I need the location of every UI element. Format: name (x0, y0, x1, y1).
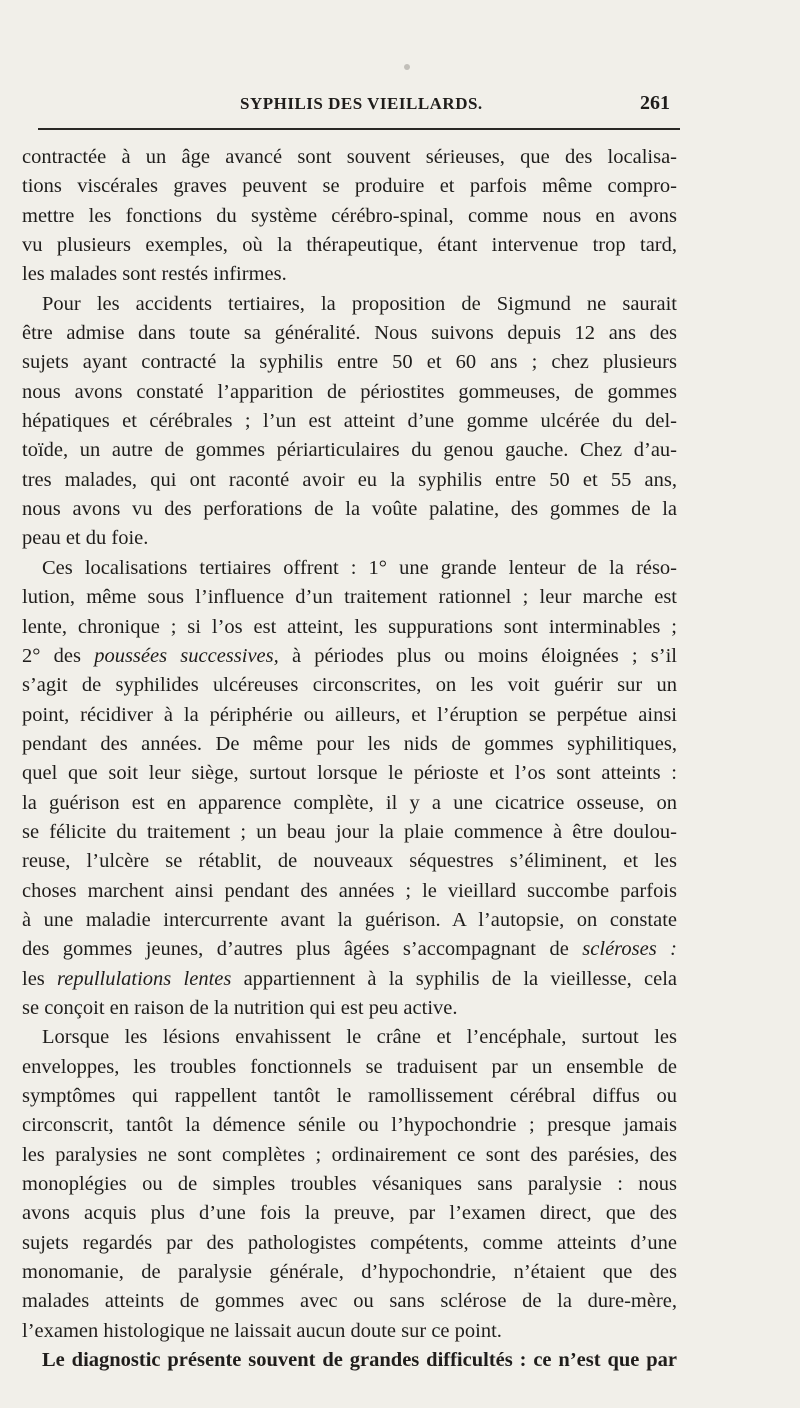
text-line: monomanie, de paralysie générale, d’hypochondrie, n’étaient que des (22, 1261, 677, 1284)
text-line: nous avons vu des perforations de la voûte palatine, des gommes de la (22, 498, 677, 521)
text-line: l’examen histologique ne laissait aucun doute sur ce point. (22, 1319, 502, 1342)
text-line: les paralysies ne sont complètes ; ordinairement ce sont des parésies, des (22, 1143, 677, 1166)
text-line-with-italic: des gommes jeunes, d’autres plus âgées s’accompagnant de scléroses : (22, 938, 677, 961)
text-line: monoplégies ou de simples troubles vésaniques sans paralysie : nous (22, 1173, 677, 1196)
text-line-with-italic: 2° des poussées successives, à périodes plus ou moins éloignées ; s’il (22, 644, 677, 667)
text-line: contractée à un âge avancé sont souvent sérieuses, que des localisa- (22, 146, 677, 168)
page-number: 261 (640, 92, 670, 114)
text-line: s’agit de syphilides ulcéreuses circonscrites, on les voit guérir sur un (22, 674, 677, 697)
text-line: pendant des années. De même pour les nids de gommes syphilitiques, (22, 732, 677, 755)
text-line: sujets ayant contracté la syphilis entre 50 et 60 ans ; chez plusieurs (22, 351, 677, 374)
italic-emphasis: poussées successives, (94, 644, 279, 667)
paragraph-start-line: Pour les accidents tertiaires, la proposition de Sigmund ne saurait (42, 292, 677, 315)
text-line: malades atteints de gommes avec ou sans sclérose de la dure-mère, (22, 1290, 677, 1313)
text-line: à une maladie intercurrente avant la guérison. A l’autopsie, on constate (22, 908, 677, 931)
body-text (22, 143, 677, 1375)
text-line: hépatiques et cérébrales ; l’un est atteint d’une gomme ulcérée du del- (22, 410, 677, 433)
text-line: quel que soit leur siège, surtout lorsque le périoste et l’os sont atteints : (22, 762, 677, 785)
text-line: symptômes qui rappellent tantôt le ramollissement cérébral diffus ou (22, 1085, 677, 1107)
text-line: peau et du foie. (22, 527, 149, 550)
text-line: nous avons constaté l’apparition de périostites gommeuses, de gommes (22, 380, 677, 403)
text-line: lution, même sous l’influence d’un traitement rationnel ; leur marche est (22, 586, 677, 609)
ink-speck (404, 64, 410, 70)
text-line: vu plusieurs exemples, où la thérapeutique, étant intervenue trop tard, (22, 234, 677, 257)
running-title: SYPHILIS DES VIEILLARDS. (240, 94, 483, 113)
paragraph-start-line: Ces localisations tertiaires offrent : 1° une grande lenteur de la réso- (42, 556, 677, 579)
text-line: point, récidiver à la périphérie ou ailleurs, et l’éruption se perpétue ainsi (22, 703, 677, 726)
text-line: les malades sont restés infirmes. (22, 263, 287, 286)
text-line: se félicite du traitement ; un beau jour la plaie commence à être doulou- (22, 820, 677, 843)
italic-emphasis: repullulations lentes (57, 967, 232, 990)
text-line: sujets regardés par des pathologistes compétents, comme atteints d’une (22, 1231, 677, 1254)
header-rule (38, 128, 680, 130)
italic-emphasis: scléroses : (582, 938, 677, 961)
text-line-with-italic: les repullulations lentes appartiennent à la syphilis de la vieillesse, cela (22, 967, 677, 990)
text-line: reuse, l’ulcère se rétablit, de nouveaux séquestres s’éliminent, et les (22, 850, 677, 873)
text-line: tres malades, qui ont raconté avoir eu la syphilis entre 50 et 55 ans, (22, 468, 677, 491)
text-line: lente, chronique ; si l’os est atteint, les suppurations sont interminables ; (22, 615, 677, 638)
text-line: être admise dans toute sa généralité. Nous suivons depuis 12 ans des (22, 322, 677, 345)
text-line: choses marchent ainsi pendant des années ; le vieillard succombe parfois (22, 879, 677, 902)
text-line: mettre les fonctions du système cérébro-spinal, comme nous en avons (22, 204, 677, 227)
text-line: toïde, un autre de gommes périarticulaires du genou gauche. Chez d’au- (22, 439, 677, 462)
text-line: tions viscérales graves peuvent se produire et parfois même compro- (22, 175, 677, 198)
text-line: se conçoit en raison de la nutrition qui est peu active. (22, 996, 458, 1019)
paragraph-start-line: Le diagnostic présente souvent de grandes difficultés : ce n’est que par (42, 1349, 677, 1372)
text-line: enveloppes, les troubles fonctionnels se traduisent par un ensemble de (22, 1055, 677, 1078)
text-line: circonscrit, tantôt la démence sénile ou l’hypochondrie ; presque jamais (22, 1114, 677, 1137)
text-line: la guérison est en apparence complète, il y a une cicatrice osseuse, on (22, 791, 677, 814)
paragraph-start-line: Lorsque les lésions envahissent le crâne et l’encéphale, surtout les (42, 1026, 677, 1049)
text-line: avons acquis plus d’une fois la preuve, par l’examen direct, que des (22, 1202, 677, 1225)
